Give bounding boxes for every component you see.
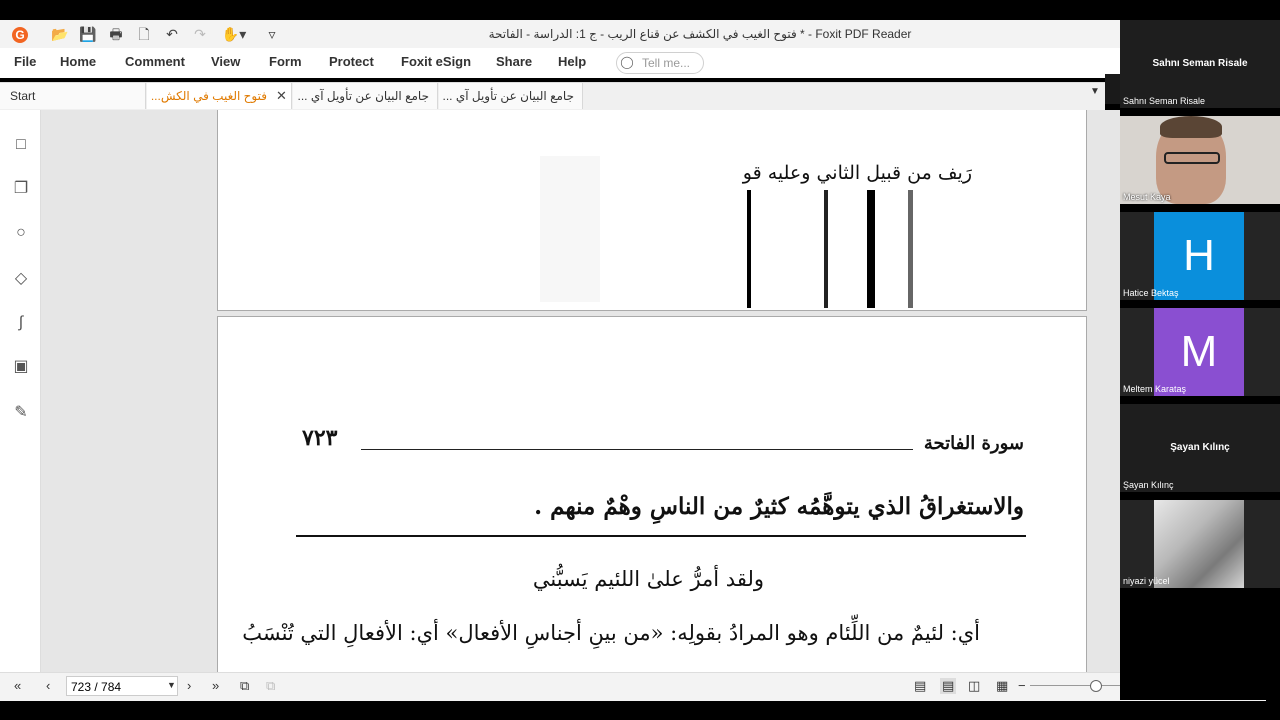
facing-page-icon[interactable]: ◫ <box>968 678 981 693</box>
menu-view[interactable]: View <box>211 54 241 69</box>
print-icon[interactable]: 🖶 <box>109 26 123 42</box>
menu-comment[interactable]: Comment <box>125 54 185 69</box>
participant-center-name: Sahnı Seman Risale <box>1152 58 1248 69</box>
avatar: H <box>1154 212 1244 300</box>
window-title: فتوح الغيب في الكشف عن قناع الريب - ج 1: الدراسة - الفاتحة * - Foxit PDF Reader <box>488 27 912 41</box>
tab-document-2[interactable]: جامع البيان عن تأويل آي ... <box>293 83 438 109</box>
signature-icon[interactable]: ✎ <box>14 404 28 421</box>
save-icon[interactable]: 💾 <box>79 26 97 42</box>
bookmark-icon[interactable]: □ <box>16 136 26 153</box>
video-hair <box>1160 116 1222 138</box>
previous-page-icon[interactable]: ‹ <box>46 678 51 693</box>
single-page-icon[interactable]: ▤ <box>914 678 927 693</box>
page-text-line: والاستغراقُ الذي يتوهَّمُه كثيرٌ من الناسِ وهْمٌ منهم . <box>534 493 1024 520</box>
hand-icon[interactable]: ✋▾ <box>221 26 247 42</box>
menu-foxit-esign[interactable]: Foxit eSign <box>401 54 472 69</box>
pages-icon[interactable]: ❐ <box>13 180 29 197</box>
close-icon[interactable]: ✕ <box>276 88 287 103</box>
header-rule <box>361 449 913 450</box>
participant-tile[interactable] <box>1120 308 1280 396</box>
participant-name: Şayan Kılınç <box>1123 480 1174 490</box>
tab-document-1[interactable]: فتوح الغيب في الكش... <box>147 83 292 109</box>
scan-artifact <box>540 156 600 302</box>
ribbon-overflow <box>1105 74 1120 104</box>
participant-name: Sahnı Seman Risale <box>1123 96 1206 106</box>
video-glasses <box>1164 152 1220 164</box>
first-page-icon[interactable]: « <box>14 678 22 693</box>
layers-icon[interactable]: ◇ <box>14 270 28 287</box>
comments-icon[interactable]: ○ <box>16 224 26 241</box>
undo-icon[interactable]: ↶ <box>166 26 178 42</box>
previous-view-icon[interactable]: ⧉ <box>240 678 250 693</box>
next-page-icon[interactable]: › <box>187 678 192 693</box>
participant-name: Hatice Bektaş <box>1123 288 1179 298</box>
attachment-icon[interactable]: ∫ <box>18 314 24 331</box>
participant-name: niyazi yücel <box>1123 576 1170 586</box>
zoom-out-button[interactable]: − <box>1018 678 1026 693</box>
security-icon[interactable]: ▣ <box>13 358 29 375</box>
zoom-slider-thumb[interactable] <box>1090 680 1102 692</box>
pdf-page-722 <box>217 110 1087 311</box>
page-dropdown-icon[interactable]: ▼ <box>167 680 176 690</box>
continuous-facing-icon[interactable]: ▦ <box>996 678 1009 693</box>
scan-artifact <box>867 190 875 308</box>
menu-home[interactable]: Home <box>60 54 97 69</box>
pdf-page-723 <box>217 316 1087 677</box>
customize-icon[interactable]: ▿ <box>268 26 276 42</box>
menu-share[interactable]: Share <box>496 54 533 69</box>
verse-line: ولقد أمرُّ علىٰ اللئيم يَسبُّني <box>532 567 764 591</box>
menu-help[interactable]: Help <box>558 54 587 69</box>
menu-form[interactable]: Form <box>269 54 302 69</box>
participant-name: Mesut Kaya <box>1123 192 1171 202</box>
participant-center-name: Şayan Kılınç <box>1170 442 1230 453</box>
participant-tile[interactable] <box>1120 116 1280 204</box>
page-text-line: رَيف من قبيل الثاني وعليه قو <box>742 162 972 184</box>
redo-icon[interactable]: ↷ <box>194 26 206 42</box>
avatar: M <box>1154 308 1244 396</box>
participant-tile[interactable] <box>1120 500 1280 588</box>
tab-start[interactable]: Start <box>0 83 146 109</box>
file-icon[interactable]: 🗋 <box>138 26 150 42</box>
section-rule <box>296 535 1026 537</box>
menu-file[interactable]: File <box>14 54 37 69</box>
participant-tile[interactable] <box>1120 212 1280 300</box>
scan-artifact <box>908 190 913 308</box>
menu-protect[interactable]: Protect <box>329 54 374 69</box>
tell-me-placeholder: Tell me... <box>642 56 691 70</box>
last-page-icon[interactable]: » <box>212 678 220 693</box>
page-number-input[interactable]: 723 / 784 <box>66 676 178 696</box>
open-icon[interactable]: 📂 <box>51 26 69 42</box>
page-text-line: أي: لئيمٌ من اللِّئام وهو المرادُ بقولِه: «من بينِ أجناسِ الأفعال» أي: الأفعالِ التي تُنْسَبُ <box>242 621 980 645</box>
scan-artifact <box>824 190 828 308</box>
participant-name: Meltem Karataş <box>1123 384 1187 394</box>
scan-artifact <box>747 190 751 308</box>
tab-document-3[interactable]: جامع البيان عن تأويل آي ... <box>439 83 583 109</box>
continuous-page-icon[interactable]: ▤ <box>942 678 955 693</box>
tab-list-dropdown-icon[interactable]: ▼ <box>1090 86 1100 97</box>
next-view-icon[interactable]: ⧉ <box>266 678 276 693</box>
foxit-logo-icon: G <box>12 27 28 43</box>
page-header-title: سورة الفاتحة <box>923 433 1024 454</box>
page-number: ٧٢٣ <box>302 425 338 451</box>
profile-photo <box>1154 500 1244 588</box>
lightbulb-icon: ◯ <box>620 55 634 69</box>
